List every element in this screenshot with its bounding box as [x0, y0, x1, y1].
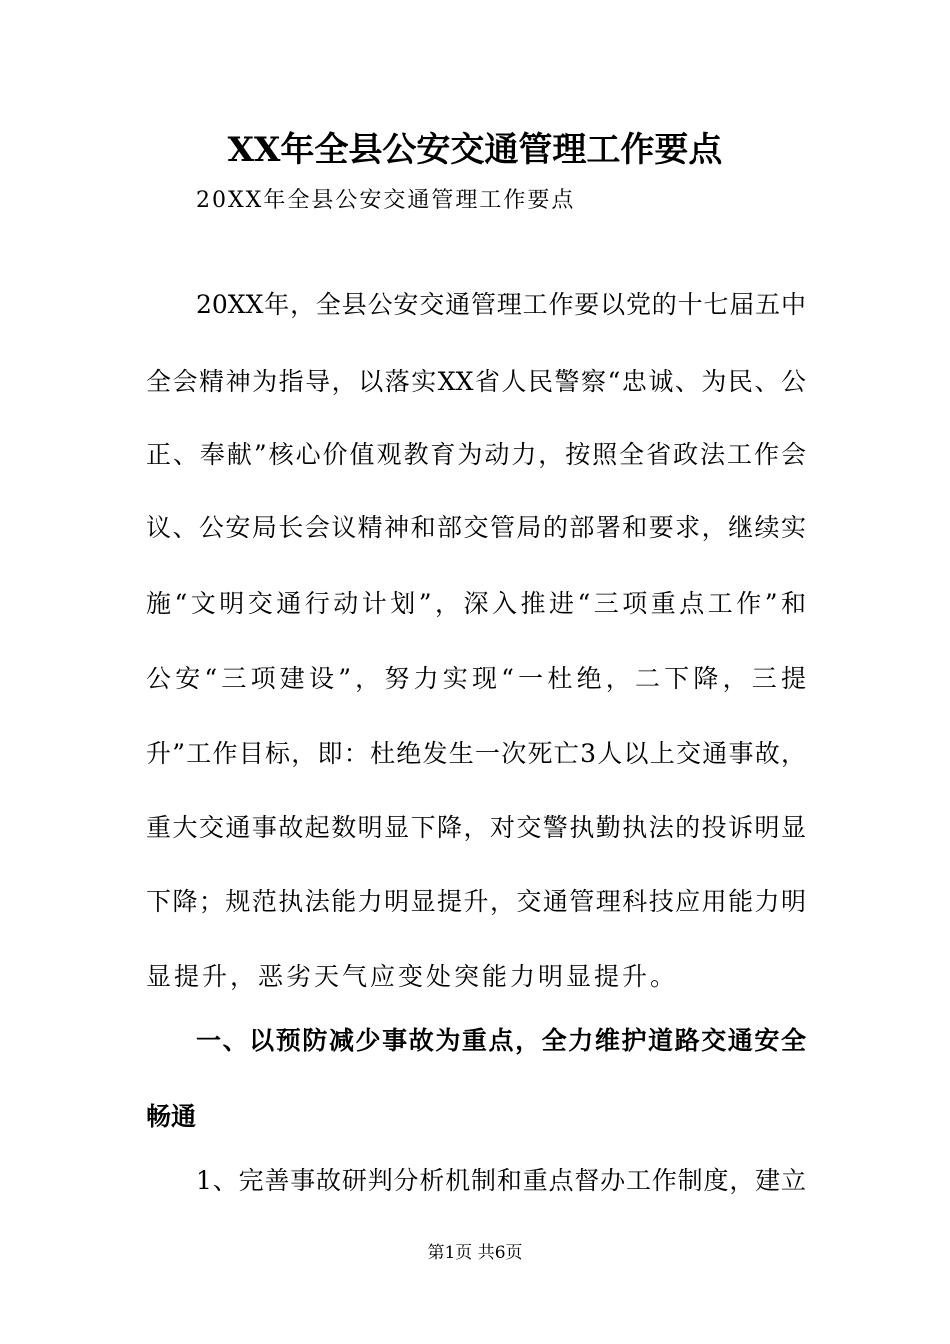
- paragraph-line: 20XX年，全县公安交通管理工作要以党的十七届五中: [196, 290, 806, 319]
- paragraph-line: 全会精神为指导，以落实XX省人民警察“忠诚、为民、公: [146, 367, 806, 396]
- paragraph-line: 正、奉献”核心价值观教育为动力，按照全省政法工作会: [146, 440, 806, 469]
- paragraph-line: 升”工作目标，即：杜绝发生一次死亡3人以上交通事故，: [146, 739, 806, 768]
- paragraph-line: 下降；规范执法能力明显提升，交通管理科技应用能力明: [146, 887, 806, 916]
- paragraph-line: 显提升，恶劣天气应变处突能力明显提升。: [146, 962, 679, 991]
- list-item-line: 1、完善事故研判分析机制和重点督办工作制度，建立: [196, 1166, 806, 1195]
- section-heading-line: 一、以预防减少事故为重点，全力维护道路交通安全: [196, 1026, 806, 1055]
- paragraph-line: 议、公安局长会议精神和部交管局的部署和要求，继续实: [146, 513, 806, 542]
- document-subtitle: 20XX年全县公安交通管理工作要点: [196, 188, 576, 213]
- section-heading-line: 畅通: [146, 1102, 197, 1131]
- paragraph-line: 施“文明交通行动计划”，深入推进“三项重点工作”和: [146, 589, 806, 618]
- page-number-footer: 第1页 共6页: [427, 1243, 523, 1263]
- document-title: XX年全县公安交通管理工作要点: [227, 130, 723, 170]
- paragraph-line: 重大交通事故起数明显下降，对交警执勤执法的投诉明显: [146, 813, 806, 842]
- paragraph-line: 公安“三项建设”，努力实现“一杜绝，二下降，三提: [146, 664, 806, 693]
